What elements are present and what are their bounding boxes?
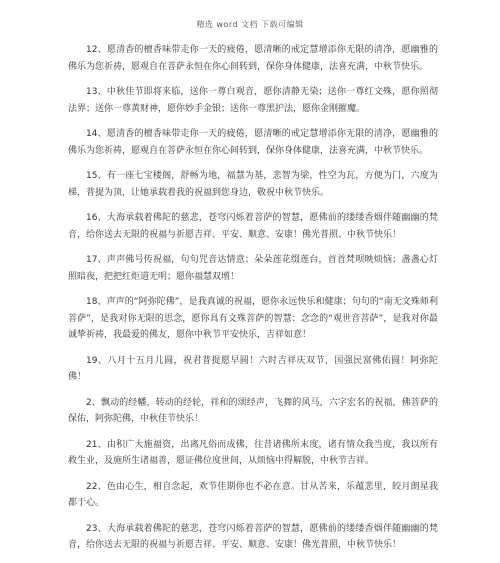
paragraph-list bbox=[68, 42, 438, 563]
paragraph: 2、飘动的经幡，转动的经轮，祥和的颂经声，飞舞的风马，六字宏名的祝福，佛菩萨的保佑，阿弥陀佛，中秋佳节快乐！ bbox=[68, 397, 438, 424]
paragraph: 15、有一座七宝楼阁，舒畅为地，福慧为基，悲智为梁，性空为瓦，方便为门，六度为梯，普提为顶，让她承载着我的祝福到您身边，敬祝中秋节快乐。 bbox=[68, 171, 438, 198]
paragraph: 22、色由心生，相自念起，欢节佳期你也不必在意。甘从苦来，乐蕴悲里，皎月朗星我都于心。 bbox=[68, 481, 438, 508]
paragraph: 13、中秋佳节即将来临，送你一尊白观音，愿你清静无染；送你一尊红文殊，愿你照彻法界；送你一尊黄财神，愿你妙手金银；送你一尊黑护法，愿你金刚摧魔。 bbox=[68, 87, 438, 114]
paragraph: 23、大海承载着佛陀的慈悲，苍穹闪烁着菩萨的智慧，愿佛前的缕缕香烟伴随幽幽的梵音，给你送去无限的祝福与祈愿吉祥、平安、顺意、安康！佛光普照，中秋节快乐！ bbox=[68, 523, 438, 550]
paragraph: 17、声声佛号传祝福，句句咒音达情意；朵朵莲花缀莲台，首首梵呗映烦恼；盏盏心灯照暗夜，把把红炬道无明；愿你福慧双增！ bbox=[68, 255, 438, 282]
paragraph: 19、八月十五月儿圆，祝君普提愿早圆！六时吉祥庆双节，国强民富佛佑圆！阿弥陀佛！ bbox=[68, 355, 438, 382]
paragraph: 12、愿清香的檀香味带走你一天的疲倦，愿清晰的戒定慧增添你无限的清净，愿幽雅的佛乐为您祈祷，愿观自在菩萨永恒在你心间转到，保你身体健康，法喜充满，中秋节快乐。 bbox=[68, 45, 438, 72]
paragraph: 21、由积广大施福资，出离凡俗而成佛，往昔诸佛所末度，诸有情众我当度，我以所有救生业，及施所生诸福善，愿证佛位度世间，从烦恼中得解脱，中秋节吉祥。 bbox=[68, 439, 438, 466]
paragraph: 14、愿清香的檀香味带走你一天的疲倦，愿清晰的戒定慧增添你无限的清净，愿幽雅的佛乐为您祈祷，愿观自在菩萨永恒在你心间转到，保你身体健康，法喜充满，中秋节快乐。 bbox=[68, 129, 438, 156]
page-header: 精选 word 文档 下载可编辑 bbox=[196, 20, 304, 29]
paragraph: 18、声声的“阿弥陀佛”，是我真诚的祝福，愿你永远快乐和健康；句句的“南无文殊师利菩萨”，是我对你无限的思念，愿你具有文殊菩萨的智慧；念念的“观世音菩萨”，是我对你最诚挚祈祷，我最爱的佛友，愿你中秋节平安快乐，吉祥如意！ bbox=[68, 297, 438, 340]
paragraph: 16、大海承载着佛陀的慈悲，苍穹闪烁着菩萨的智慧，愿佛前的缕缕香烟伴随幽幽的梵音，给你送去无限的祝福与祈愿吉祥、平安、顺意、安康！佛光普照、中秋节快乐！ bbox=[68, 213, 438, 240]
